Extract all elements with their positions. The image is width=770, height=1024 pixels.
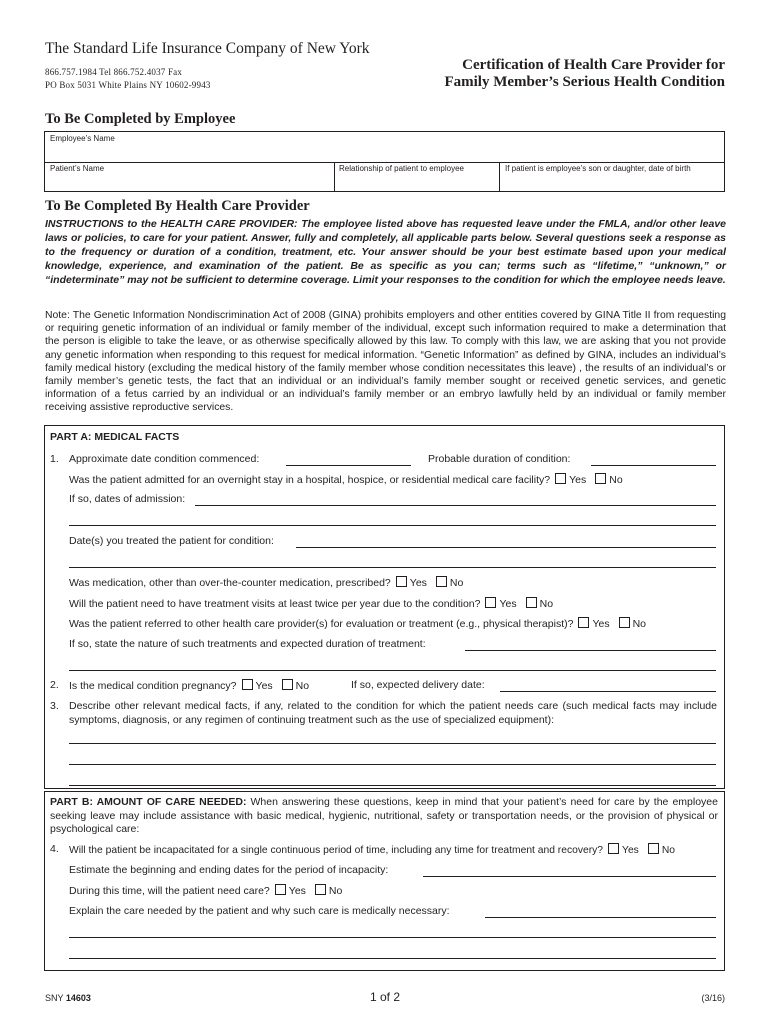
provider-section-heading: To Be Completed By Health Care Provider xyxy=(45,198,310,214)
q4-explain-label: Explain the care needed by the patient and why such care is medically necessary: xyxy=(69,905,450,917)
yes-label: Yes xyxy=(255,680,273,692)
q2-pregnancy-question xyxy=(69,679,309,692)
q3-text: Describe other relevant medical facts, if any, related to the condition for which the patient needs care (such medical facts may include symptoms, diagnosis, or any regimen of continuing treatment such as the use of specialized equipment): xyxy=(69,700,717,726)
q1-referred-question xyxy=(69,617,646,630)
q1-treated-input[interactable] xyxy=(296,547,716,548)
yes-label: Yes xyxy=(409,577,427,589)
form-title-line2: Family Member’s Serious Health Condition xyxy=(444,74,725,90)
q1-visits-text: Will the patient need to have treatment visits at least twice per year due to the condition? xyxy=(69,598,481,610)
q2-pregnancy-no-checkbox[interactable] xyxy=(282,679,293,690)
q3-number: 3. xyxy=(50,700,59,712)
q3-input-line2[interactable] xyxy=(69,764,716,765)
employee-name-field[interactable] xyxy=(45,132,724,163)
q1-medication-question xyxy=(69,576,463,589)
part-b-intro: When answering these questions, keep in mind that your patient’s need for care by the employee seeking leave may include assistance with basic medical, hygienic, nutritional, safety or transportation needs, or the provision of physical or psychological care: xyxy=(50,796,718,835)
dob-label: If patient is employee’s son or daughter, date of birth xyxy=(505,164,691,173)
q4-question xyxy=(69,843,675,856)
q1-medication-text: Was medication, other than over-the-counter medication, prescribed? xyxy=(69,577,391,589)
yes-label: Yes xyxy=(569,474,587,486)
q1-admission-input-line2[interactable] xyxy=(69,525,716,526)
q1-nature-input-line2[interactable] xyxy=(69,670,716,671)
q1-visits-question xyxy=(69,597,553,610)
form-number-prefix: SNY xyxy=(45,993,64,1003)
form-number-value: 14603 xyxy=(65,993,91,1003)
q1-start-label: Approximate date condition commenced: xyxy=(69,453,260,465)
q2-delivery-input[interactable] xyxy=(500,691,716,692)
q1-start-input[interactable] xyxy=(286,465,411,466)
patient-name-label: Patient’s Name xyxy=(50,164,105,173)
q4-number: 4. xyxy=(50,843,59,855)
q1-duration-input[interactable] xyxy=(591,465,716,466)
q4-explain-input[interactable] xyxy=(485,917,716,918)
provider-instructions: INSTRUCTIONS to the HEALTH CARE PROVIDER: The employee listed above has requested leave under the FMLA, and/or other leave laws or policies, to care for your patient. Answer, fully and completely, all applicable parts below. Several questions seek a response as to the frequency or duration of a condition, treatment, etc. Your answer should be your best estimate based upon your medical knowledge, experience, and examination of the patient. Be as specific as you can; terms such as “lifetime,” “unknown,” or “indeterminate” may not be sufficient to determine coverage. Limit your responses to the condition for which the employee needs leave. xyxy=(45,218,726,286)
form-title-line1: Certification of Health Care Provider for xyxy=(462,57,725,73)
company-phones: 866.757.1984 Tel 866.752.4037 Fax xyxy=(45,67,183,77)
employee-section-heading: To Be Completed by Employee xyxy=(45,111,236,127)
q1-duration-label: Probable duration of condition: xyxy=(428,453,571,465)
no-label: No xyxy=(539,598,554,610)
q4-care-no-checkbox[interactable] xyxy=(315,884,326,895)
form-title xyxy=(444,57,725,91)
q1-overnight-yes-checkbox[interactable] xyxy=(555,473,566,484)
relationship-field[interactable] xyxy=(334,162,500,191)
q1-overnight-text: Was the patient admitted for an overnight stay in a hospital, hospice, or residential medical care facility? xyxy=(69,474,551,486)
q1-referred-yes-checkbox[interactable] xyxy=(578,617,589,628)
q4-yes-checkbox[interactable] xyxy=(608,843,619,854)
q1-admission-input[interactable] xyxy=(195,505,716,506)
q4-dates-label: Estimate the beginning and ending dates for the period of incapacity: xyxy=(69,864,389,876)
q1-visits-yes-checkbox[interactable] xyxy=(485,597,496,608)
dob-field[interactable] xyxy=(500,162,724,191)
q4-dates-input[interactable] xyxy=(423,876,716,877)
form-revision: (3/16) xyxy=(701,993,725,1003)
q1-nature-label: If so, state the nature of such treatments and expected duration of treatment: xyxy=(69,638,426,650)
gina-note: Note: The Genetic Information Nondiscrimination Act of 2008 (GINA) prohibits employers and other entities covered by GINA Title II from requesting or requiring genetic information of an individual or family member of the individual, except such information required to make a determination that the person is eligible to take the leave, or as otherwise specifically allowed by this law. To comply with this law, we are asking that you not provide any genetic information when responding to this request for medical information. “Genetic Information” as defined by GINA, includes an individual’s family medical history (excluding the medical history of the family member whose condition necessitates this leave) , the results of an individual’s or family member’s genetic tests, the fact that an individual or an individual’s family member sought or received genetic services, and genetic information of a fetus carried by an individual or an individual’s family member or an embryo lawfully held by an individual or family member receiving assistive reproductive services. xyxy=(45,310,726,414)
q1-medication-no-checkbox[interactable] xyxy=(436,576,447,587)
yes-label: Yes xyxy=(592,618,610,630)
employee-info-table xyxy=(44,131,725,192)
q2-pregnancy-yes-checkbox[interactable] xyxy=(242,679,253,690)
q1-overnight-no-checkbox[interactable] xyxy=(595,473,606,484)
q3-input-line1[interactable] xyxy=(69,743,716,744)
q4-explain-input-line3[interactable] xyxy=(69,958,716,959)
q1-referred-no-checkbox[interactable] xyxy=(619,617,630,628)
q1-admission-label: If so, dates of admission: xyxy=(69,493,186,505)
q4-care-text: During this time, will the patient need care? xyxy=(69,885,270,897)
part-a-panel xyxy=(44,425,725,789)
q1-number: 1. xyxy=(50,453,59,465)
patient-name-field[interactable] xyxy=(45,162,335,191)
no-label: No xyxy=(449,577,464,589)
q1-treated-label: Date(s) you treated the patient for condition: xyxy=(69,535,274,547)
q2-pregnancy-text: Is the medical condition pregnancy? xyxy=(69,680,237,692)
q1-overnight-question xyxy=(69,473,623,486)
yes-label: Yes xyxy=(288,885,306,897)
company-name: The Standard Life Insurance Company of New York xyxy=(45,40,370,57)
q4-no-checkbox[interactable] xyxy=(648,843,659,854)
q2-number: 2. xyxy=(50,679,59,691)
part-b-title: PART B: AMOUNT OF CARE NEEDED: xyxy=(50,796,247,808)
part-b-intro-paragraph xyxy=(50,796,718,837)
company-address: PO Box 5031 White Plains NY 10602-9943 xyxy=(45,80,211,90)
q1-nature-input[interactable] xyxy=(465,650,716,651)
yes-label: Yes xyxy=(499,598,517,610)
q1-treated-input-line2[interactable] xyxy=(69,567,716,568)
no-label: No xyxy=(609,474,623,486)
q1-medication-yes-checkbox[interactable] xyxy=(396,576,407,587)
q4-care-question xyxy=(69,884,342,897)
yes-label: Yes xyxy=(622,845,639,856)
no-label: No xyxy=(632,618,647,630)
q3-input-line3[interactable] xyxy=(69,785,716,786)
no-label: No xyxy=(661,845,675,856)
part-a-title: PART A: MEDICAL FACTS xyxy=(50,431,180,443)
q4-explain-input-line2[interactable] xyxy=(69,937,716,938)
q1-referred-text: Was the patient referred to other health care provider(s) for evaluation or treatment (e.g., physical therapist)? xyxy=(69,618,574,630)
q4-care-yes-checkbox[interactable] xyxy=(275,884,286,895)
q4-text: Will the patient be incapacitated for a single continuous period of time, including any time for treatment and recovery? xyxy=(69,845,604,856)
no-label: No xyxy=(328,885,343,897)
page-number: 1 of 2 xyxy=(369,990,401,1004)
q2-delivery-label: If so, expected delivery date: xyxy=(351,679,485,691)
relationship-label: Relationship of patient to employee xyxy=(339,164,464,173)
no-label: No xyxy=(295,680,310,692)
employee-name-label: Employee’s Name xyxy=(50,134,115,143)
q1-visits-no-checkbox[interactable] xyxy=(526,597,537,608)
part-b-panel xyxy=(44,791,725,971)
